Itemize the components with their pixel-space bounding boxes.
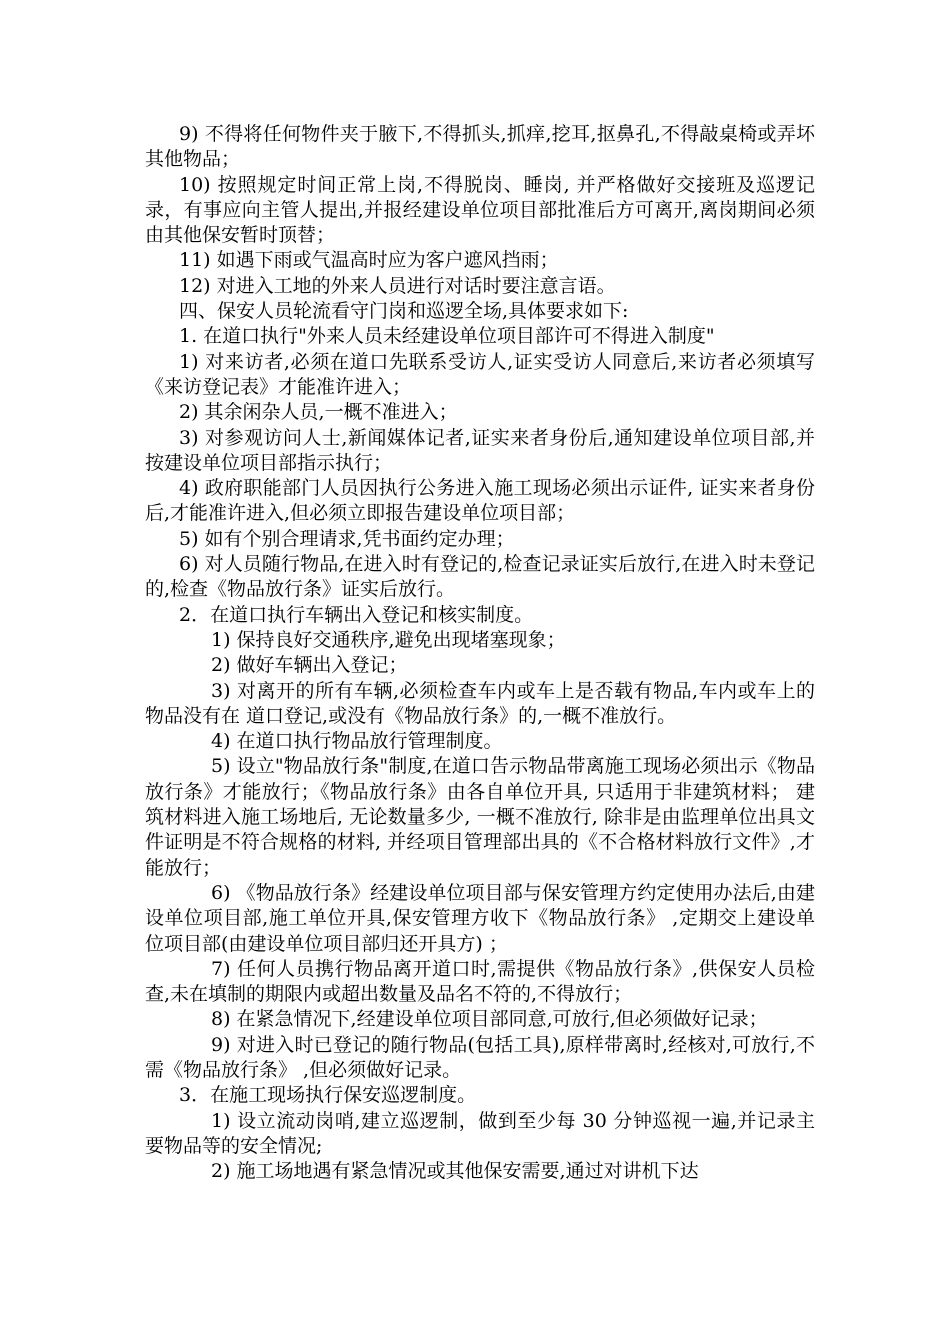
paragraph: 2) 做好车辆出入登记； — [211, 654, 408, 677]
subsection-heading: 3．在施工现场执行保安巡逻制度。 — [179, 1084, 477, 1107]
paragraph: 4) 政府职能部门人员因执行公务进入施工现场必须出示证件, 证实来者身份后,才能准许进入,但必须立即报告建设单位项目部； — [145, 477, 815, 525]
paragraph: 10) 按照规定时间正常上岗,不得脱岗、睡岗, 并严格做好交接班及巡逻记录，有事应向主管人提出,并报经建设单位项目部批准后方可离开,离岗期间必须由其他保安暂时顶替； — [145, 173, 815, 247]
paragraph: 6) 对人员随行物品,在进入时有登记的,检查记录证实后放行,在进入时未登记的,检查《物品放行条》证实后放行。 — [145, 553, 815, 601]
section-heading: 四、保安人员轮流看守门岗和巡逻全场,具体要求如下: — [179, 300, 629, 323]
paragraph: 12) 对进入工地的外来人员进行对话时要注意言语。 — [179, 274, 616, 297]
subsection-heading: 2．在道口执行车辆出入登记和核实制度。 — [179, 603, 534, 626]
paragraph: 1) 设立流动岗哨,建立巡逻制，做到至少每 30 分钟巡视一遍,并记录主要物品等的安全情况; — [145, 1109, 815, 1157]
paragraph: 7) 任何人员携行物品离开道口时,需提供《物品放行条》,供保安人员检查,未在填制的期限内或超出数量及品名不符的,不得放行； — [145, 957, 815, 1006]
paragraph: 6) 《物品放行条》经建设单位项目部与保安管理方约定使用办法后,由建设单位项目部,施工单位开具,保安管理方收下《物品放行条》 ,定期交上建设单位项目部(由建设单位项目部归还开具方) ； — [145, 881, 815, 955]
paragraph: 3) 对离开的所有车辆,必须检查车内或车上是否载有物品,车内或车上的物品没有在 道口登记,或没有《物品放行条》的,一概不准放行。 — [145, 679, 815, 727]
paragraph: 2) 其余闲杂人员,一概不准进入； — [179, 401, 458, 424]
paragraph: 2) 施工场地遇有紧急情况或其他保安需要,通过对讲机下达 — [211, 1160, 699, 1183]
paragraph: 1) 保持良好交通秩序,避免出现堵塞现象； — [211, 628, 566, 651]
document-body — [145, 122, 815, 1184]
paragraph: 3) 对参观访问人士,新闻媒体记者,证实来者身份后,通知建设单位项目部,并按建设单位项目部指示执行； — [145, 426, 815, 474]
paragraph: 5) 如有个别合理请求,凭书面约定办理； — [179, 527, 515, 550]
paragraph: 9) 对进入时已登记的随行物品(包括工具),原样带离时,经核对,可放行,不需《物品放行条》 ,但必须做好记录。 — [145, 1033, 815, 1081]
paragraph: 5) 设立"物品放行条"制度,在道口告示物品带离施工现场必须出示《物品放行条》才能放行；《物品放行条》由各自单位开具, 只适用于非建筑材料； 建筑材料进入施工场地后, 无论数量多少, 一概不准放行, 除非是由监理单位出具文件证明是不符合规格的材料, 并经项目管理部出具的《不合格材料放行文件》,才能放行； — [145, 755, 815, 879]
paragraph: 11) 如遇下雨或气温高时应为客户遮风挡雨； — [179, 249, 559, 272]
paragraph: 8) 在紧急情况下,经建设单位项目部同意,可放行,但必须做好记录； — [211, 1008, 768, 1031]
subsection-heading: 1. 在道口执行"外来人员未经建设单位项目部许可不得进入制度" — [179, 325, 715, 348]
paragraph: 9) 不得将任何物件夹于腋下,不得抓头,抓痒,挖耳,抠鼻孔,不得敲桌椅或弄坏其他物品； — [145, 123, 815, 171]
paragraph: 1) 对来访者,必须在道口先联系受访人,证实受访人同意后,来访者必须填写《来访登记表》才能准许进入； — [145, 350, 815, 398]
paragraph: 4) 在道口执行物品放行管理制度。 — [211, 730, 503, 753]
